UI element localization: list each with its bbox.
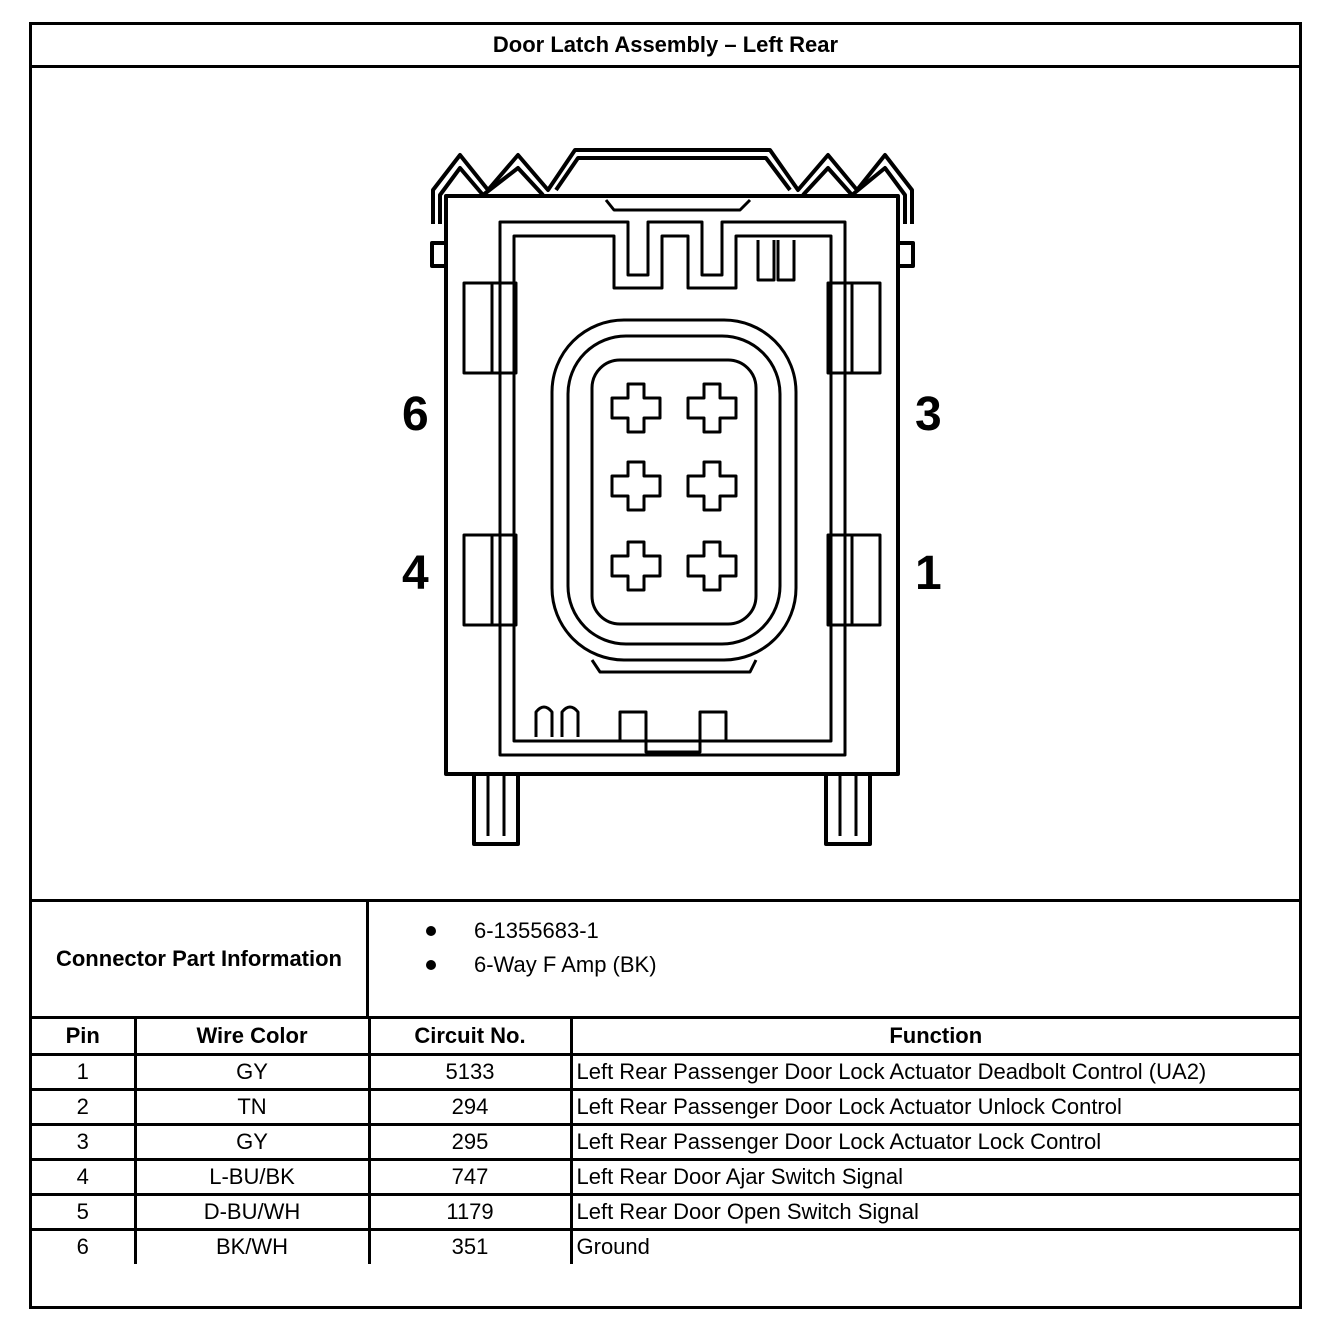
cell-pin: 3 bbox=[32, 1124, 135, 1159]
table-row bbox=[32, 1159, 1299, 1194]
cell-function: Left Rear Door Open Switch Signal bbox=[571, 1194, 1299, 1229]
right-leg bbox=[826, 774, 870, 844]
connector-info-list bbox=[369, 902, 1299, 1016]
table-header-row bbox=[32, 1019, 1299, 1054]
table-row bbox=[32, 1124, 1299, 1159]
cell-wire-color: D-BU/WH bbox=[135, 1194, 369, 1229]
cavity-shroud-middle bbox=[568, 336, 780, 644]
pin-cavity-5 bbox=[612, 462, 660, 510]
cell-wire-color: L-BU/BK bbox=[135, 1159, 369, 1194]
connector-info-label: Connector Part Information bbox=[32, 902, 369, 1016]
header-wire-color: Wire Color bbox=[135, 1019, 369, 1054]
connector-top-teeth bbox=[433, 150, 912, 224]
cell-function: Ground bbox=[571, 1229, 1299, 1264]
connector-info-item: 6-1355683-1 bbox=[369, 914, 1299, 948]
bullet-icon bbox=[426, 926, 436, 936]
cell-wire-color: GY bbox=[135, 1124, 369, 1159]
pin-label-1: 1 bbox=[915, 547, 942, 600]
side-tab-bottom-left bbox=[464, 535, 516, 625]
cell-pin: 2 bbox=[32, 1089, 135, 1124]
pinout-table bbox=[32, 1019, 1299, 1264]
cell-circuit: 1179 bbox=[369, 1194, 571, 1229]
connector-part-info bbox=[32, 902, 1299, 1019]
cell-pin: 4 bbox=[32, 1159, 135, 1194]
cell-circuit: 5133 bbox=[369, 1054, 571, 1089]
side-tab-top-right bbox=[828, 283, 880, 373]
cell-pin: 5 bbox=[32, 1194, 135, 1229]
left-leg bbox=[474, 774, 518, 844]
connector-info-item: 6-Way F Amp (BK) bbox=[369, 948, 1299, 982]
cell-wire-color: GY bbox=[135, 1054, 369, 1089]
side-tab-bottom-right bbox=[828, 535, 880, 625]
header-circuit: Circuit No. bbox=[369, 1019, 571, 1054]
cell-pin: 1 bbox=[32, 1054, 135, 1089]
pin-cavity-6 bbox=[612, 384, 660, 432]
connector-diagram bbox=[32, 68, 1299, 902]
pin-label-3: 3 bbox=[915, 388, 942, 441]
cell-pin: 6 bbox=[32, 1229, 135, 1264]
cell-function: Left Rear Passenger Door Lock Actuator Unlock Control bbox=[571, 1089, 1299, 1124]
table-row bbox=[32, 1054, 1299, 1089]
cell-function: Left Rear Door Ajar Switch Signal bbox=[571, 1159, 1299, 1194]
pin-label-4: 4 bbox=[402, 547, 429, 600]
cell-wire-color: BK/WH bbox=[135, 1229, 369, 1264]
cavity-shroud-outer bbox=[552, 320, 796, 660]
bullet-icon bbox=[426, 960, 436, 970]
sheet-title: Door Latch Assembly – Left Rear bbox=[32, 25, 1299, 68]
table-row bbox=[32, 1194, 1299, 1229]
cell-wire-color: TN bbox=[135, 1089, 369, 1124]
table-row bbox=[32, 1089, 1299, 1124]
pin-label-6: 6 bbox=[402, 388, 429, 441]
cell-circuit: 351 bbox=[369, 1229, 571, 1264]
cavity-insert bbox=[592, 360, 756, 624]
connector-drawing bbox=[32, 68, 1299, 899]
pin-cavity-2 bbox=[688, 462, 736, 510]
header-pin: Pin bbox=[32, 1019, 135, 1054]
cell-circuit: 295 bbox=[369, 1124, 571, 1159]
cell-function: Left Rear Passenger Door Lock Actuator Lock Control bbox=[571, 1124, 1299, 1159]
pin-cavity-1 bbox=[688, 542, 736, 590]
table-row bbox=[32, 1229, 1299, 1264]
connector-sheet bbox=[29, 22, 1302, 1309]
header-function: Function bbox=[571, 1019, 1299, 1054]
cell-circuit: 747 bbox=[369, 1159, 571, 1194]
pin-cavity-4 bbox=[612, 542, 660, 590]
cell-circuit: 294 bbox=[369, 1089, 571, 1124]
cell-function: Left Rear Passenger Door Lock Actuator Deadbolt Control (UA2) bbox=[571, 1054, 1299, 1089]
pin-cavities bbox=[612, 384, 736, 590]
pin-cavity-3 bbox=[688, 384, 736, 432]
side-tab-top-left bbox=[464, 283, 516, 373]
